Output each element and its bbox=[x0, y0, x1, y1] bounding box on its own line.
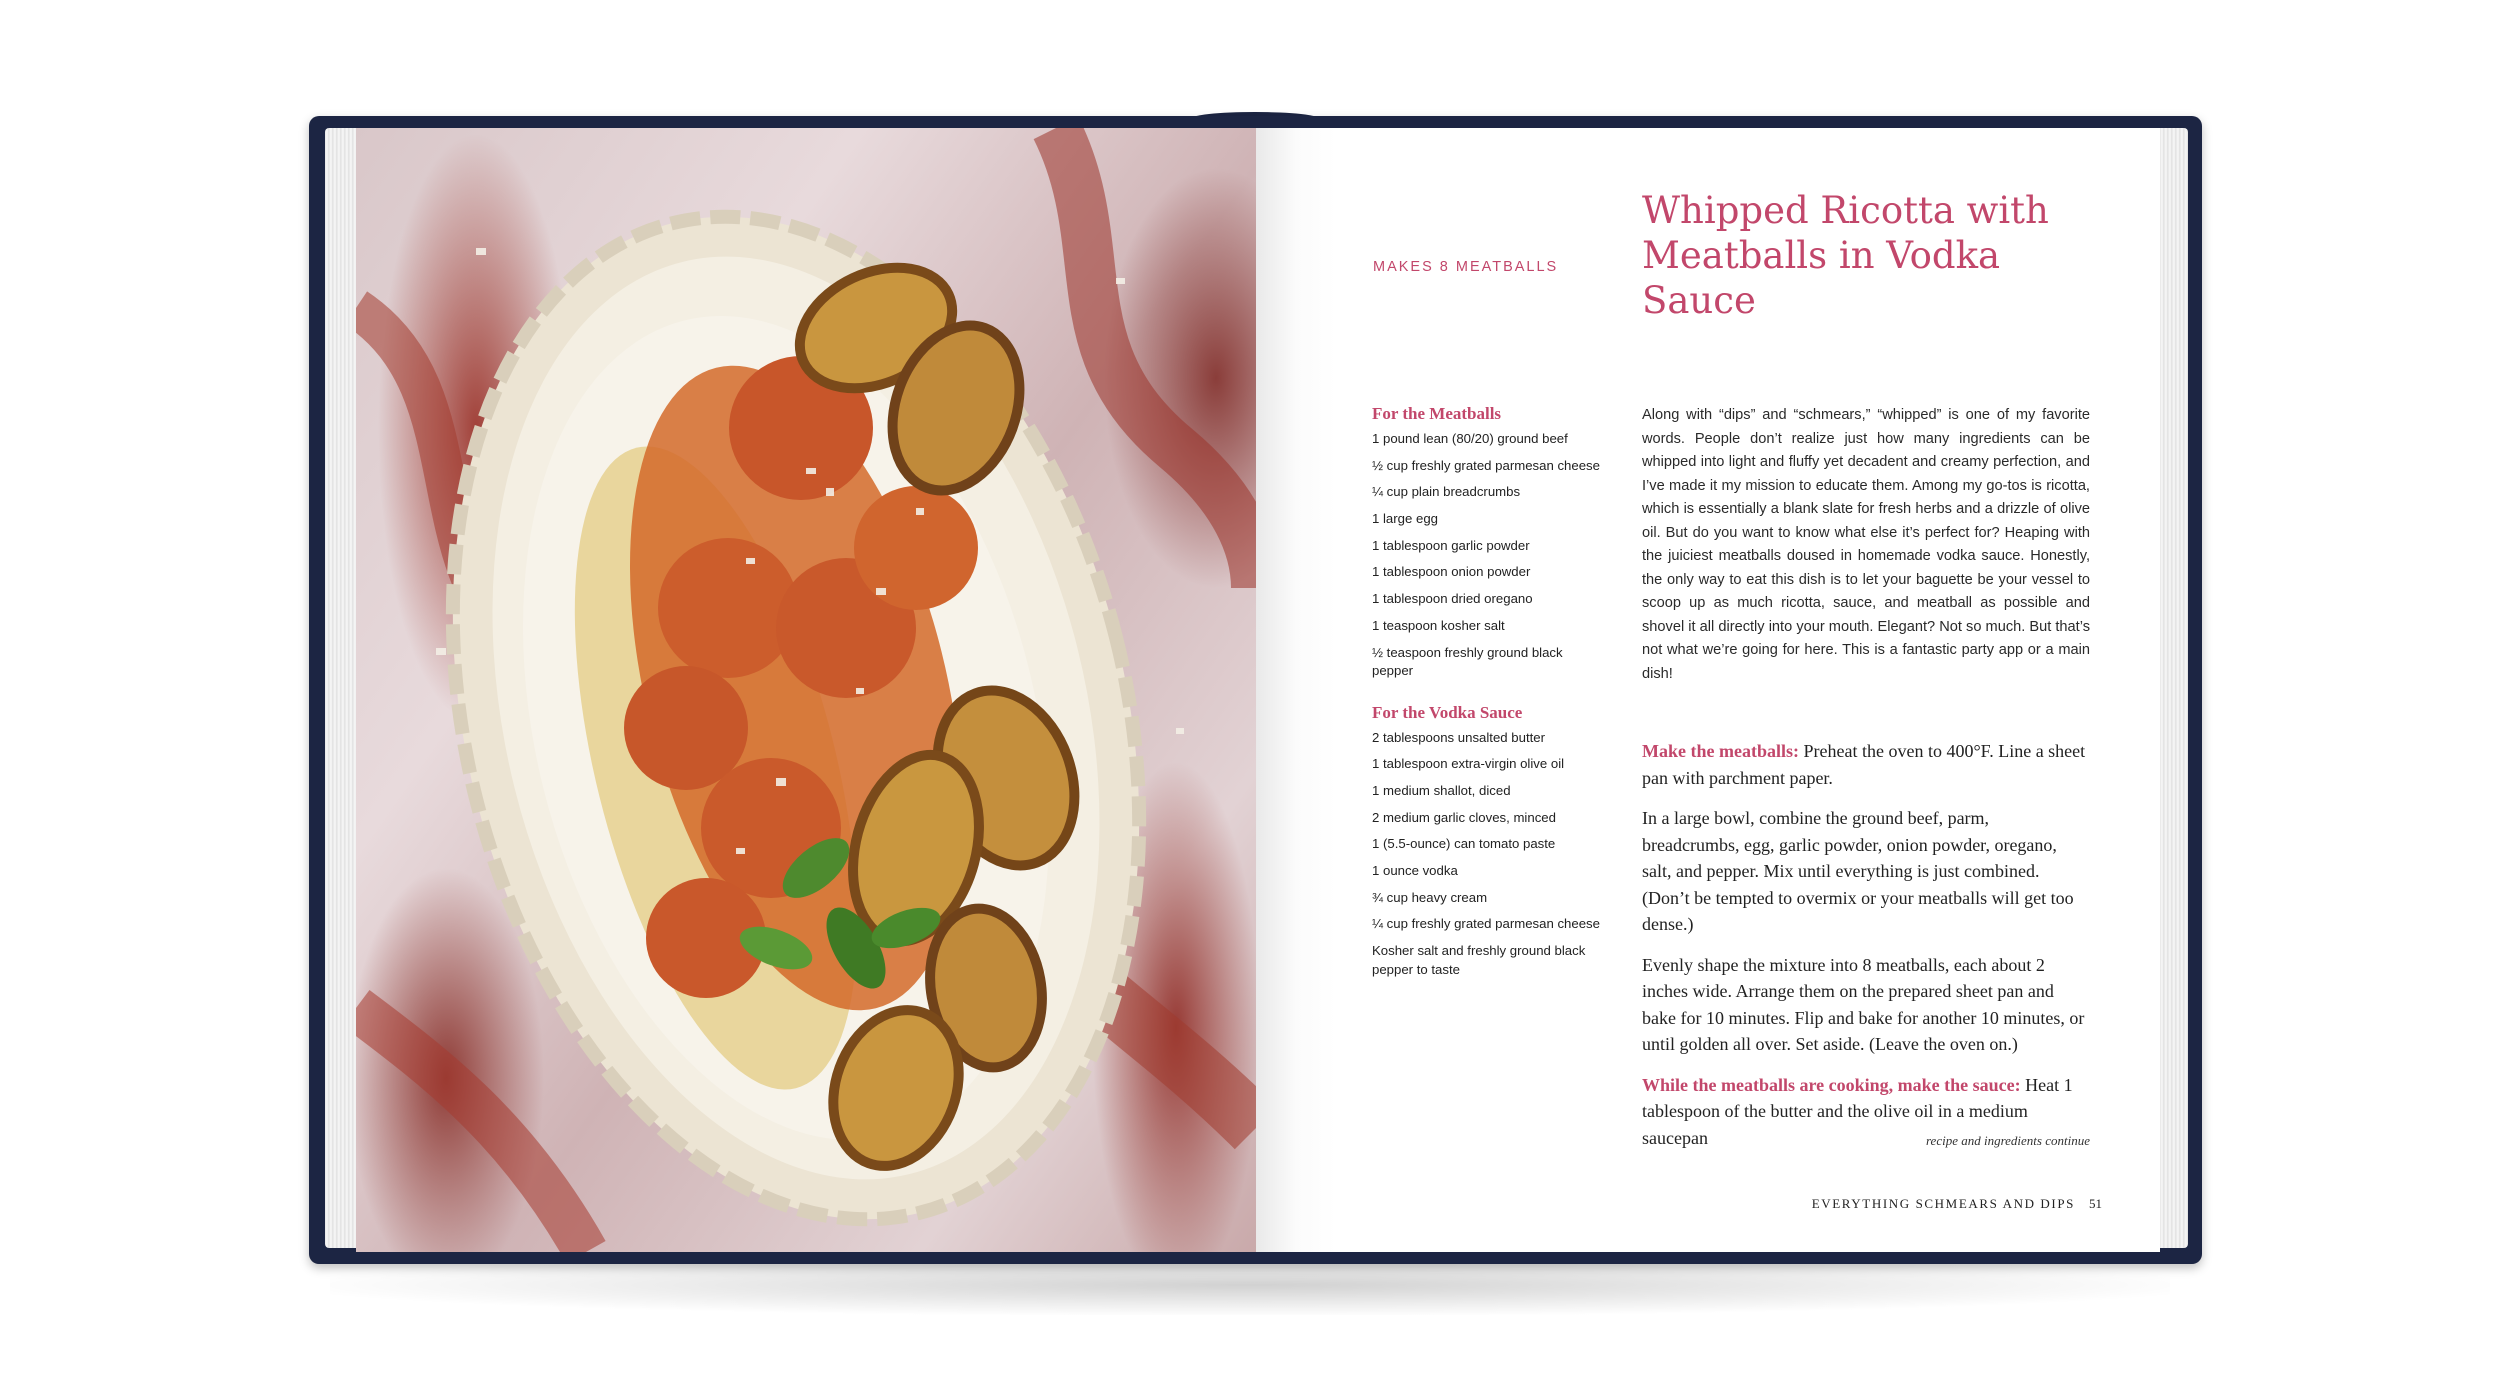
method-step: In a large bowl, combine the ground beef, parm, breadcrumbs, egg, garlic powder, onion powder, oregano, salt, and pepper. Mix until everything is just combined. (Don’t be tempted to overmix or your meatballs will get too dense.) bbox=[1642, 808, 2074, 934]
ingredient-item: 1 large egg bbox=[1372, 511, 1438, 527]
ingredient-item: 1 medium shallot, diced bbox=[1372, 782, 1511, 798]
page-stack-left bbox=[325, 128, 357, 1248]
ingredient-item: ¾ cup heavy cream bbox=[1372, 889, 1488, 905]
running-head: EVERYTHING SCHMEARS AND DIPS bbox=[1811, 1196, 2075, 1211]
meatballs-ingredients-heading: For the Meatballs bbox=[1372, 404, 1502, 423]
book-shadow bbox=[330, 1255, 2170, 1315]
ingredient-item: 2 medium garlic cloves, minced bbox=[1372, 809, 1556, 825]
ingredient-item: 1 (5.5-ounce) can tomato paste bbox=[1372, 836, 1556, 852]
ingredient-item: ¼ cup plain breadcrumbs bbox=[1372, 484, 1521, 500]
ingredient-item: Kosher salt and freshly ground black pepper to taste bbox=[1372, 943, 1586, 977]
step-lead: While the meatballs are cooking, make the sauce: bbox=[1642, 1074, 2021, 1095]
method-column bbox=[1642, 738, 2090, 1165]
recipe-intro: Along with “dips” and “schmears,” “whipped” is one of my favorite words. People don’t realize just how many ingredients can be whipped into light and fluffy yet decadent and creamy perfection, and I’ve made it my mission to educate them. Among my go-tos is ricotta, which is essentially a blank slate for fresh herbs and a drizzle of olive oil. But do you want to know what else it’s perfect for? Heaping with the juiciest meatballs doused in homemade vodka sauce. Honestly, the only way to eat this dish is to let your baguette be your vessel to scoop up as much ricotta, sauce, and meatball as possible and shovel it all directly into your mouth. Elegant? Not so much. But that’s not what we’re going for here. This is a fantastic party app or a main dish! bbox=[1642, 407, 2090, 682]
ingredient-item: 1 tablespoon garlic powder bbox=[1372, 537, 1530, 553]
step-lead: Make the meatballs: bbox=[1642, 741, 1799, 761]
recipe-title-line-2: Meatballs in Vodka Sauce bbox=[1642, 234, 2001, 322]
page-stack-right bbox=[2160, 128, 2188, 1248]
method-step: Evenly shape the mixture into 8 meatballs, each about 2 inches wide. Arrange them on the prepared sheet pan and bake for 10 minutes. Flip and bake for another 10 minutes, or until golden all over. Set aside. (Leave the oven on.) bbox=[1642, 954, 2085, 1054]
food-illustration bbox=[356, 128, 1256, 1252]
step-text: Heat 1 tablespoon of the butter and the olive oil in a medium saucepan bbox=[1642, 1074, 2073, 1148]
step-text: Preheat the oven to 400°F. Line a sheet pan with parchment paper. bbox=[1642, 741, 2086, 788]
food-photo bbox=[356, 128, 1256, 1252]
ingredient-item: 1 tablespoon extra-virgin olive oil bbox=[1372, 756, 1565, 772]
sauce-ingredients-list bbox=[1372, 729, 1602, 980]
page-footer bbox=[1790, 1196, 2102, 1212]
recipe-yield: MAKES 8 MEATBALLS bbox=[1373, 259, 1559, 275]
ingredient-item: 1 teaspoon kosher salt bbox=[1372, 617, 1505, 633]
ingredients-column bbox=[1372, 404, 1602, 987]
ingredient-item: ½ cup freshly grated parmesan cheese bbox=[1372, 457, 1600, 473]
ingredient-item: 1 ounce vodka bbox=[1372, 862, 1458, 878]
ingredient-item: 1 pound lean (80/20) ground beef bbox=[1372, 431, 1568, 446]
ingredient-item: ¼ cup freshly grated parmesan cheese bbox=[1372, 916, 1600, 932]
page-number: 51 bbox=[2089, 1196, 2102, 1211]
ingredient-item: ½ teaspoon freshly ground black pepper bbox=[1372, 644, 1563, 678]
sauce-ingredients-heading: For the Vodka Sauce bbox=[1372, 702, 1523, 722]
method-step bbox=[1642, 738, 2090, 791]
ingredient-item: 1 tablespoon dried oregano bbox=[1372, 591, 1533, 607]
recipe-title bbox=[1642, 188, 2112, 323]
ingredient-item: 2 tablespoons unsalted butter bbox=[1372, 729, 1546, 745]
meatballs-ingredients-list bbox=[1372, 430, 1602, 681]
continued-note: recipe and ingredients continue bbox=[1925, 1133, 2090, 1148]
ingredient-item: 1 tablespoon onion powder bbox=[1372, 564, 1531, 580]
recipe-title-line-1: Whipped Ricotta with bbox=[1642, 189, 2049, 232]
